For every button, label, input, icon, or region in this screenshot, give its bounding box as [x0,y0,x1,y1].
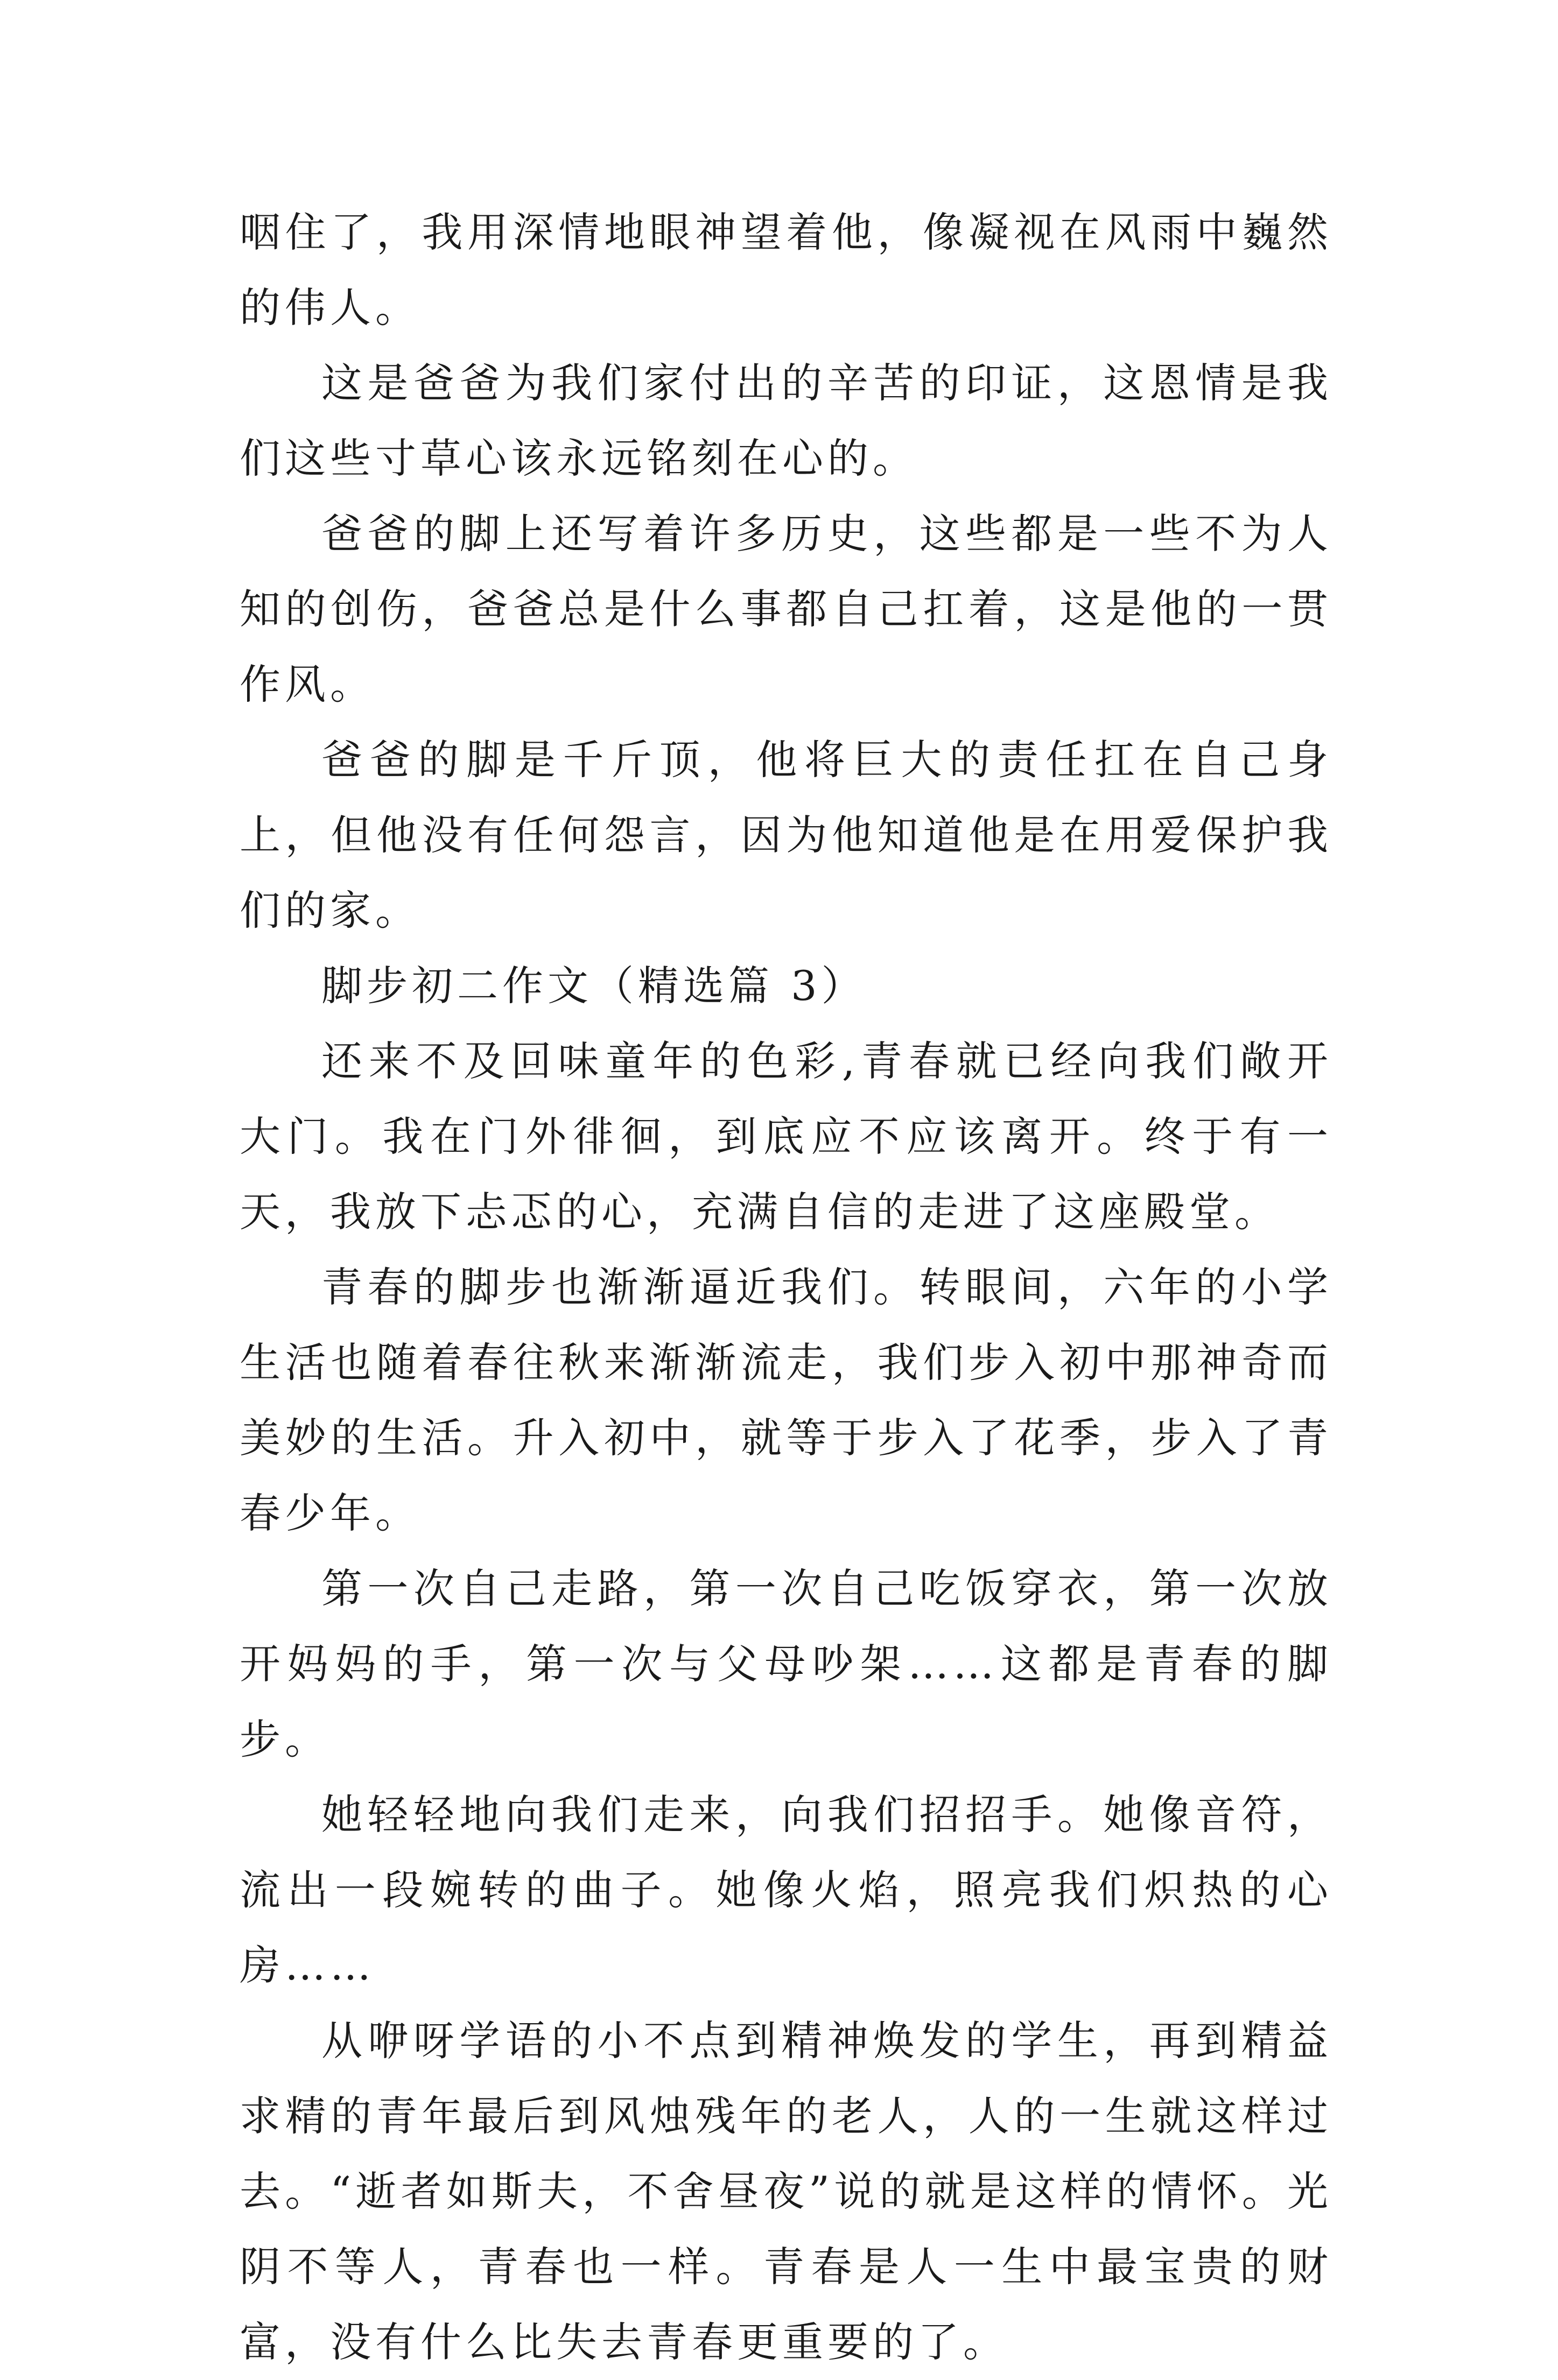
paragraph: 爸爸的脚上还写着许多历史，这些都是一些不为人知的创伤，爸爸总是什么事都自己扛着，这是他的一贯作风。 [240,510,1332,708]
paragraph: 从咿呀学语的小不点到精神焕发的学生，再到精益求精的青年最后到风烛残年的老人，人的一生就这样过去。“逝者如斯夫，不舍昼夜”说的就是这样的情怀。光阴不等人，青春也一样。青春是人一生中最宝贵的财富，没有什么比失去青春更重要的了。 [240,2017,1332,2366]
paragraph: 爸爸的脚是千斤顶，他将巨大的责任扛在自己身上，但他没有任何怨言，因为他知道他是在用爱保护我们的家。 [240,736,1332,934]
paragraph-continued: 咽住了，我用深情地眼神望着他，像凝视在风雨中巍然的伟人。 [240,208,1332,332]
paragraph: 还来不及回味童年的色彩,青春就已经向我们敞开大门。我在门外徘徊，到底应不应该离开。终于有一天，我放下忐忑的心，充满自信的走进了这座殿堂。 [240,1037,1332,1236]
paragraph: 她轻轻地向我们走来，向我们招招手。她像音符，流出一段婉转的曲子。她像火焰，照亮我们炽热的心房…… [240,1791,1332,1989]
paragraph: 这是爸爸为我们家付出的辛苦的印证，这恩情是我们这些寸草心该永远铭刻在心的。 [240,359,1332,482]
document-body [240,195,1332,2380]
section-heading: 脚步初二作文（精选篇 3） [321,962,867,1010]
paragraph: 青春的脚步也渐渐逼近我们。转眼间，六年的小学生活也随着春往秋来渐渐流走，我们步入初中那神奇而美妙的生活。升入初中，就等于步入了花季，步入了青春少年。 [240,1263,1332,1537]
paragraph: 第一次自己走路，第一次自己吃饭穿衣，第一次放开妈妈的手，第一次与父母吵架……这都是青春的脚步。 [240,1565,1332,1763]
